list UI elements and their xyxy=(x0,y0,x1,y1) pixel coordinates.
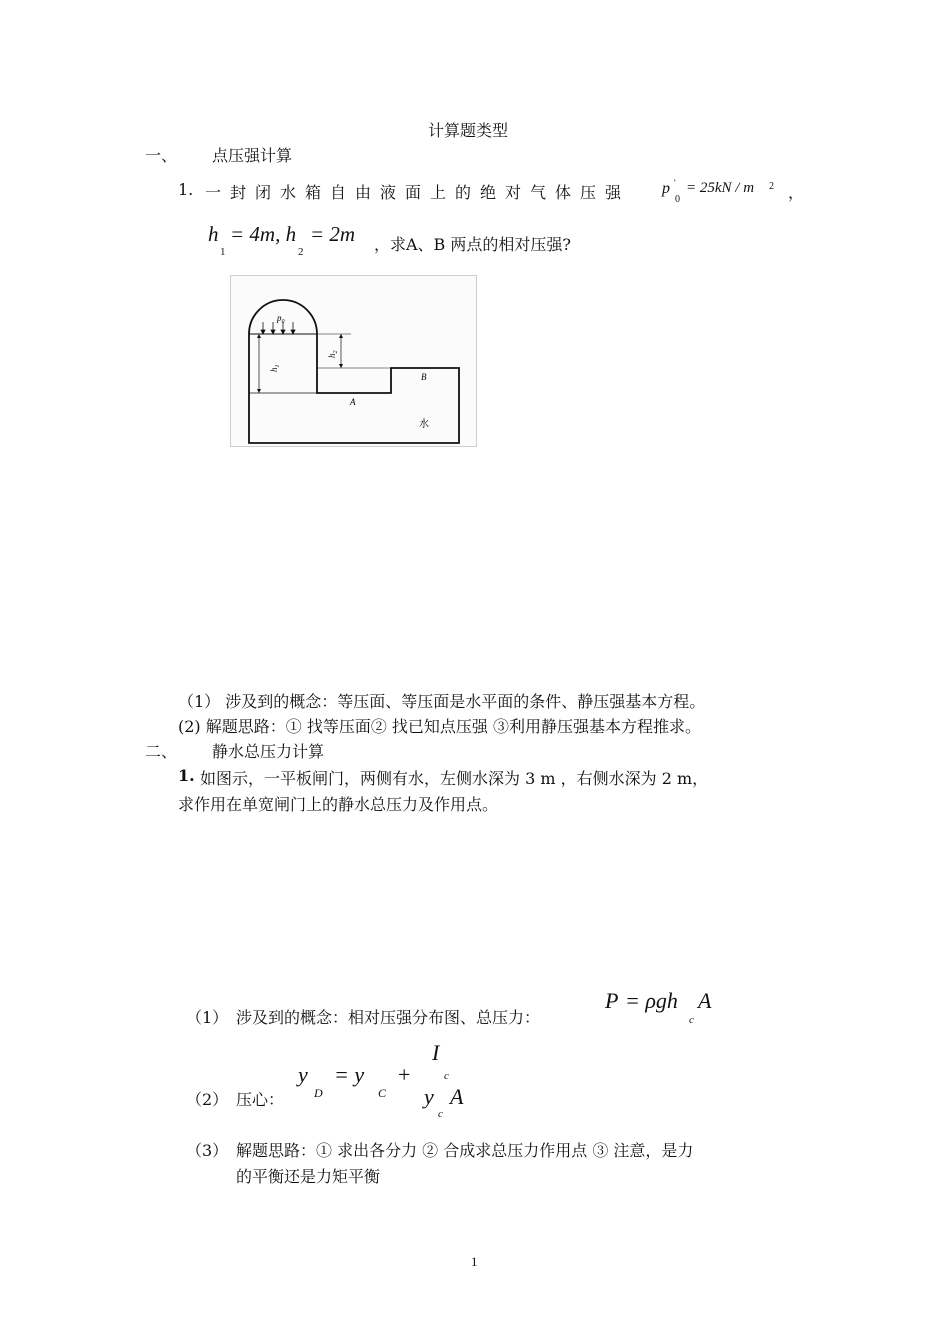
page-number: 1 xyxy=(471,1254,478,1269)
label-h2: $h_2$ xyxy=(327,350,339,358)
formula-h1-h2: h 1 = 4m, h 2 = 2m xyxy=(208,222,356,258)
label-p0: $p_0$ xyxy=(277,313,285,325)
s2-note-3-line1: 解题思路：① 求出各分力 ② 合成求总压力作用点 ③ 注意，是力 xyxy=(236,1141,694,1160)
s2-note-3-label: （3） xyxy=(186,1141,229,1160)
page-title: 计算题类型 xyxy=(428,121,509,140)
s2-note-2: 压心： xyxy=(236,1090,285,1109)
tank-diagram xyxy=(230,275,477,447)
s1-note-2: (2) 解题思路：① 找等压面② 找已知点压强 ③利用静压强基本方程推求。 xyxy=(178,717,702,736)
s1-note-1: （1） 涉及到的概念：等压面、等压面是水平面的条件、静压强基本方程。 xyxy=(178,692,706,711)
section-1-number: 一、 xyxy=(145,146,178,165)
formula-total-pressure: P = ρgh c A xyxy=(605,988,712,1026)
s1-question-number: 1. xyxy=(178,180,194,199)
s2-question-line1: 如图示，一平板闸门，两侧有水，左侧水深为 3 m ，右侧水深为 2 m， xyxy=(200,769,709,788)
formula-pressure-center: y D = y C + I c y c A xyxy=(298,1040,464,1120)
label-water: 水 xyxy=(419,419,429,430)
s1-question-line2: ，求A、B 两点的相对压强? xyxy=(374,235,571,254)
formula-p0: p ' 0 = 25kN / m 2 xyxy=(662,178,774,205)
s1-comma: ， xyxy=(788,183,805,202)
section-1-heading: 点压强计算 xyxy=(212,146,293,165)
s2-note-2-label: （2） xyxy=(186,1090,229,1109)
section-2-heading: 静水总压力计算 xyxy=(212,742,325,761)
s2-question-line2: 求作用在单宽闸门上的静水总压力及作用点。 xyxy=(178,795,499,814)
s1-question-text: 一封闭水箱自由液面上的绝对气体压强 xyxy=(205,183,631,202)
label-A: A xyxy=(350,397,356,407)
pressure-arrows xyxy=(261,322,295,334)
section-2-number: 二、 xyxy=(145,742,178,761)
label-h1: $h_1$ xyxy=(269,364,281,372)
s2-note-3-line2: 的平衡还是力矩平衡 xyxy=(236,1167,381,1186)
s2-note-1-label: （1） xyxy=(186,1008,229,1027)
label-B: B xyxy=(421,372,427,382)
s2-question-number: 1. xyxy=(178,766,195,785)
tank-diagram-svg xyxy=(231,276,476,446)
s2-note-1: 涉及到的概念：相对压强分布图、总压力： xyxy=(236,1008,541,1027)
